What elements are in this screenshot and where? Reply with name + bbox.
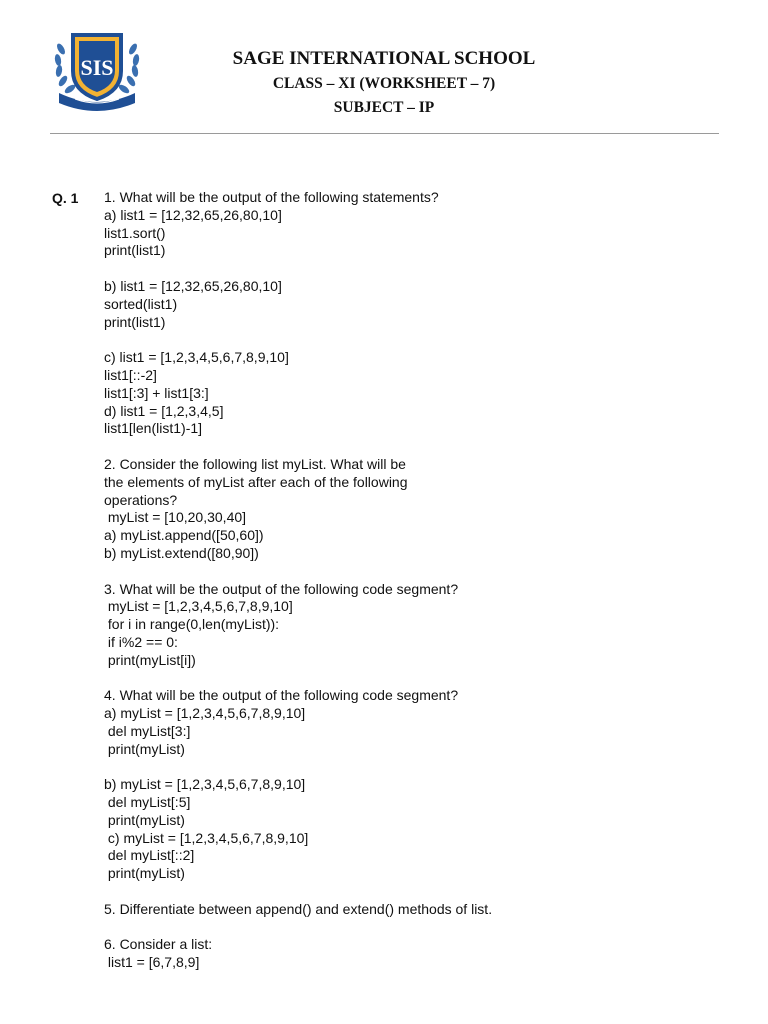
question-line: del myList[:5] bbox=[104, 794, 191, 811]
question-line: c) list1 = [1,2,3,4,5,6,7,8,9,10] bbox=[104, 349, 289, 366]
block-gap bbox=[104, 438, 704, 456]
question-line: a) myList.append([50,60]) bbox=[104, 527, 264, 544]
question-line: 2. Consider the following list myList. What will be bbox=[104, 455, 406, 472]
question-line: print(list1) bbox=[104, 313, 166, 330]
question-line: b) myList = [1,2,3,4,5,6,7,8,9,10] bbox=[104, 776, 306, 793]
question-line: 5. Differentiate between append() and extend() methods of list. bbox=[104, 900, 493, 917]
question-line: d) list1 = [1,2,3,4,5] bbox=[104, 402, 224, 419]
question-line: 4. What will be the output of the following code segment? bbox=[104, 687, 459, 704]
question-line: sorted(list1) bbox=[104, 295, 178, 312]
question-line: operations? bbox=[104, 491, 178, 508]
question-line: print(list1) bbox=[104, 242, 166, 259]
question-line: 3. What will be the output of the following code segment? bbox=[104, 580, 459, 597]
subject-line: SUBJECT – IP bbox=[333, 99, 435, 116]
block-gap bbox=[104, 331, 704, 349]
question-line: b) myList.extend([80,90]) bbox=[104, 544, 259, 561]
question-line: if i%2 == 0: bbox=[104, 633, 178, 650]
block-gap bbox=[104, 919, 704, 937]
question-line: list1 = [6,7,8,9] bbox=[104, 954, 200, 971]
question-line: 6. Consider a list: bbox=[104, 936, 213, 953]
question-line: c) myList = [1,2,3,4,5,6,7,8,9,10] bbox=[104, 829, 309, 846]
question-line: print(myList) bbox=[104, 740, 185, 757]
question-line: list1[len(list1)-1] bbox=[104, 420, 203, 437]
question-line: a) myList = [1,2,3,4,5,6,7,8,9,10] bbox=[104, 705, 306, 722]
school-logo bbox=[51, 27, 143, 111]
logo-lettering: SIS bbox=[80, 55, 114, 80]
question-content bbox=[104, 189, 704, 972]
block-gap bbox=[104, 260, 704, 278]
question-line: print(myList) bbox=[104, 811, 185, 828]
question-line: del myList[::2] bbox=[104, 847, 195, 864]
question-line: myList = [10,20,30,40] bbox=[104, 509, 247, 526]
question-line: the elements of myList after each of the following bbox=[104, 473, 408, 490]
class-line: CLASS – XI (WORKSHEET – 7) bbox=[272, 75, 496, 92]
header-divider bbox=[50, 133, 719, 134]
question-line: 1. What will be the output of the following statements? bbox=[104, 189, 439, 205]
question-line: list1[::-2] bbox=[104, 366, 157, 383]
block-gap bbox=[104, 670, 704, 688]
question-line: list1.sort() bbox=[104, 224, 166, 241]
block-gap bbox=[104, 759, 704, 777]
block-gap bbox=[104, 563, 704, 581]
question-line: print(myList) bbox=[104, 865, 185, 882]
question-number: Q. 1 bbox=[52, 190, 79, 206]
question-line: list1[:3] + list1[3:] bbox=[104, 384, 209, 401]
question-line: print(myList[i]) bbox=[104, 651, 196, 668]
block-gap bbox=[104, 883, 704, 901]
question-line: a) list1 = [12,32,65,26,80,10] bbox=[104, 206, 282, 223]
question-line: del myList[3:] bbox=[104, 722, 191, 739]
question-line: b) list1 = [12,32,65,26,80,10] bbox=[104, 277, 282, 294]
question-line: myList = [1,2,3,4,5,6,7,8,9,10] bbox=[104, 598, 293, 615]
question-line: for i in range(0,len(myList)): bbox=[104, 616, 280, 633]
school-name: SAGE INTERNATIONAL SCHOOL bbox=[232, 48, 536, 69]
